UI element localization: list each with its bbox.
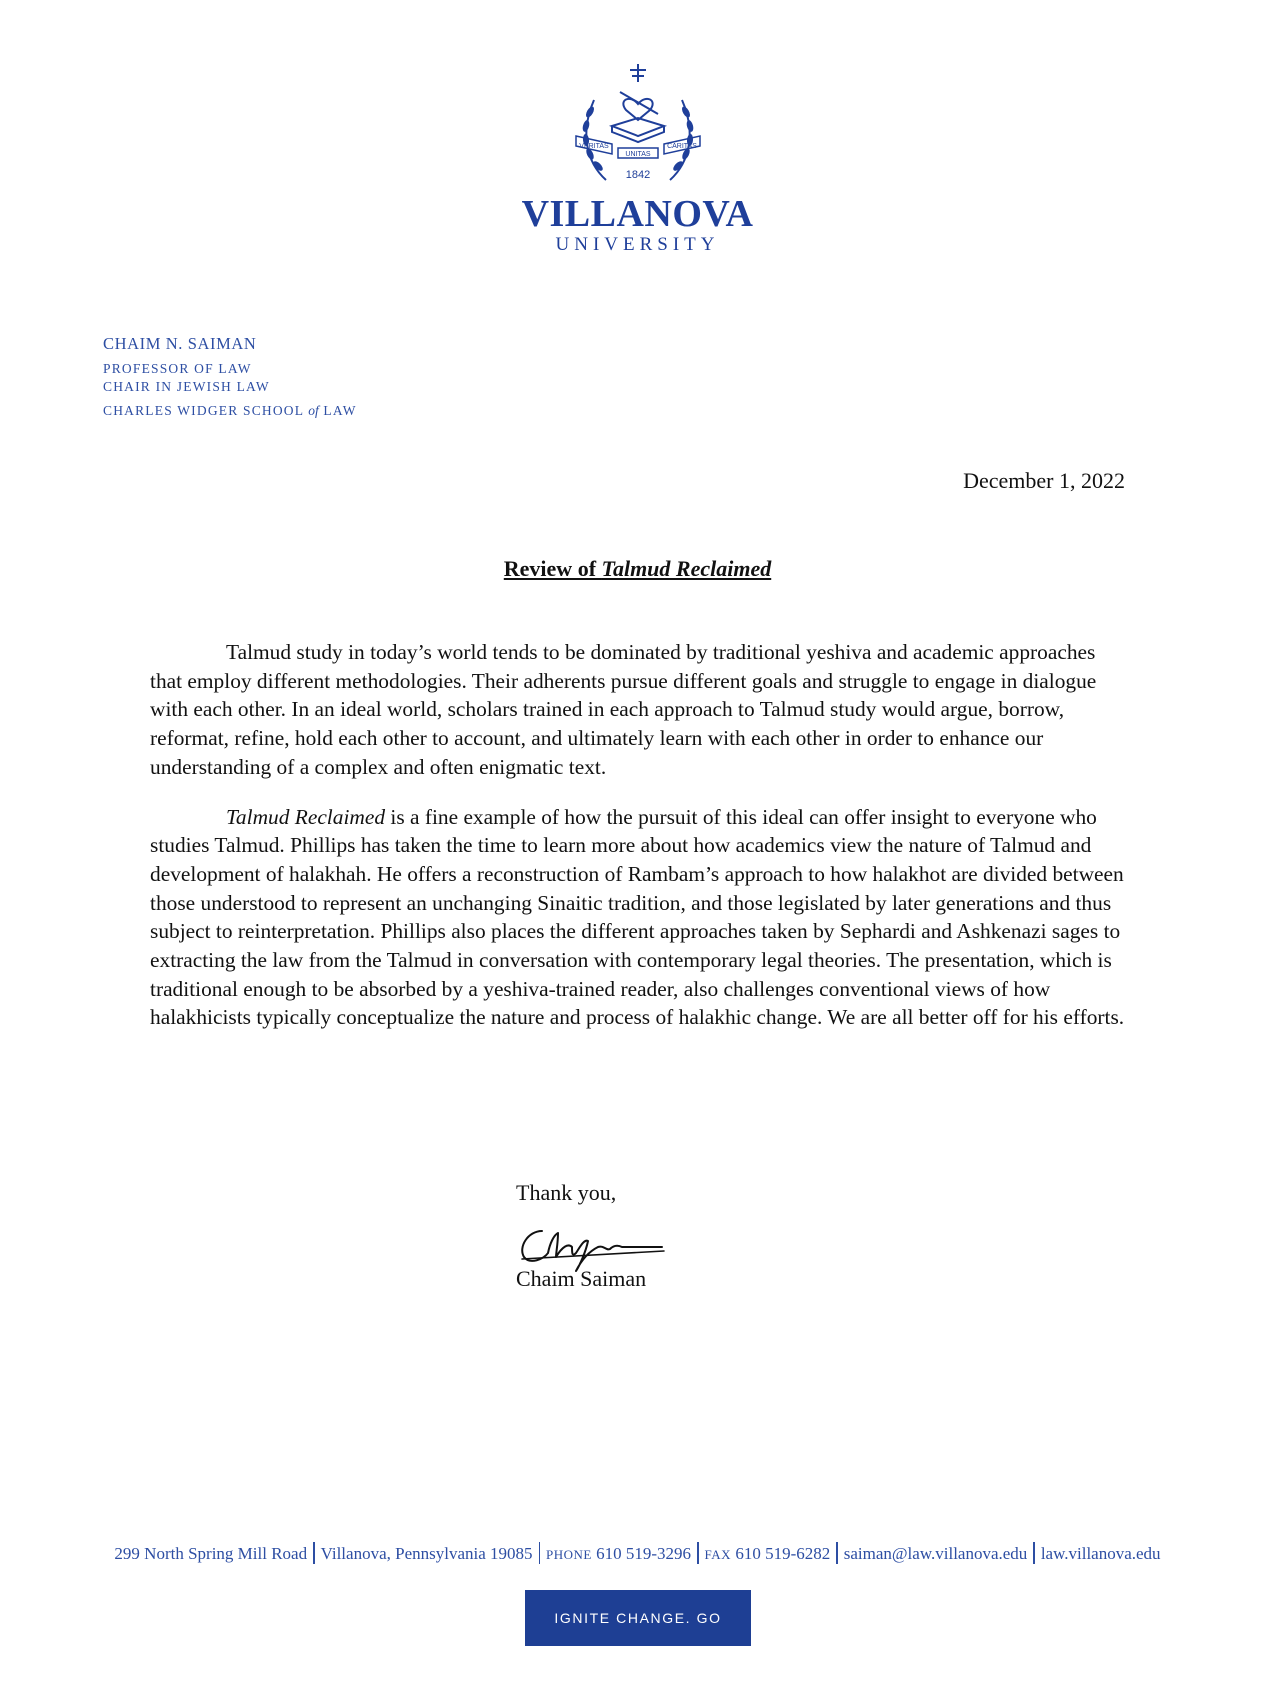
footer-fax-label: FAX xyxy=(704,1547,732,1562)
footer-separator xyxy=(539,1542,541,1564)
paragraph-2-book-title: Talmud Reclaimed xyxy=(226,804,386,829)
footer-email: saiman@law.villanova.edu xyxy=(843,1544,1028,1563)
tagline-text: IGNITE CHANGE. GO NOVA. xyxy=(554,1610,722,1684)
letter-date: December 1, 2022 xyxy=(963,468,1125,493)
body-paragraph-2 xyxy=(150,803,1130,1033)
university-name: VILLANOVA xyxy=(521,193,754,235)
footer-fax: 610 519-6282 xyxy=(735,1544,831,1563)
body-paragraph-1: Talmud study in today’s world tends to be dominated by traditional yeshiva and academic approaches that employ different methodologies. Their adherents pursue different goals and struggle to engage in dialogue with each other. In an ideal world, scholars trained in each approach to Talmud study would argue, borrow, reformat, refine, hold each other to account, and ultimately learn with each other in order to enhance our understanding of a complex and often enigmatic text. xyxy=(150,640,1097,779)
footer-separator xyxy=(313,1542,315,1564)
footer-website: law.villanova.edu xyxy=(1040,1544,1161,1563)
university-seal-logo xyxy=(568,62,708,194)
footer-separator xyxy=(836,1542,838,1564)
title-prefix: Review of xyxy=(503,556,602,581)
seal-motto-unitas: UNITAS xyxy=(625,151,651,158)
tagline-badge xyxy=(525,1590,751,1684)
footer-address: 299 North Spring Mill Road xyxy=(114,1544,308,1563)
sender-block xyxy=(103,334,357,420)
sender-school-prefix: CHARLES WIDGER SCHOOL xyxy=(103,403,309,418)
sender-name: CHAIM N. SAIMAN xyxy=(103,334,257,353)
footer-separator xyxy=(697,1542,699,1564)
sender-title-professor: PROFESSOR OF LAW xyxy=(103,361,252,376)
footer-city: Villanova, Pennsylvania 19085 xyxy=(320,1544,533,1563)
seal-motto-caritas: CARITAS xyxy=(667,143,697,150)
footer-separator xyxy=(1033,1542,1035,1564)
university-subname: UNIVERSITY xyxy=(555,234,720,255)
sender-school-of: of xyxy=(308,403,319,418)
tagline-trademark: ® xyxy=(660,1670,666,1677)
sender-school-suffix: LAW xyxy=(318,403,357,418)
footer-phone-label: PHONE xyxy=(546,1547,592,1562)
seal-year: 1842 xyxy=(625,169,651,181)
letter-title xyxy=(0,556,1275,582)
title-book: Talmud Reclaimed xyxy=(601,556,772,581)
signature-name: Chaim Saiman xyxy=(516,1266,647,1291)
footer-phone: 610 519-3296 xyxy=(596,1544,692,1563)
sender-school xyxy=(103,402,357,420)
letter-body xyxy=(150,638,1130,1053)
closing: Thank you, xyxy=(516,1180,617,1205)
seal-motto-veritas: VERITAS xyxy=(579,143,609,150)
letterhead-footer xyxy=(0,1542,1275,1564)
sender-title-chair: CHAIR IN JEWISH LAW xyxy=(103,379,270,394)
paragraph-2-text: is a fine example of how the pursuit of this ideal can offer insight to everyone who studies Talmud. Phillips has taken the time to learn more about how academics view the nature of Talmud and development of halakhah. He offers a reconstruction of Rambam’s approach to how halakhot are divided between those understood to represent an unchanging Sinaitic tradition, and those legislated by later generations and thus subject to reinterpretation. Phillips also places the different approaches taken by Sephardi and Ashkenazi sages to extracting the law from the Talmud in conversation with contemporary legal theories. The presentation, which is traditional enough to be absorbed by a yeshiva-trained reader, also challenges conventional views of how halakhicists typically conceptualize the nature and process of halakhic change. We are all better off for his efforts. xyxy=(150,804,1125,1030)
